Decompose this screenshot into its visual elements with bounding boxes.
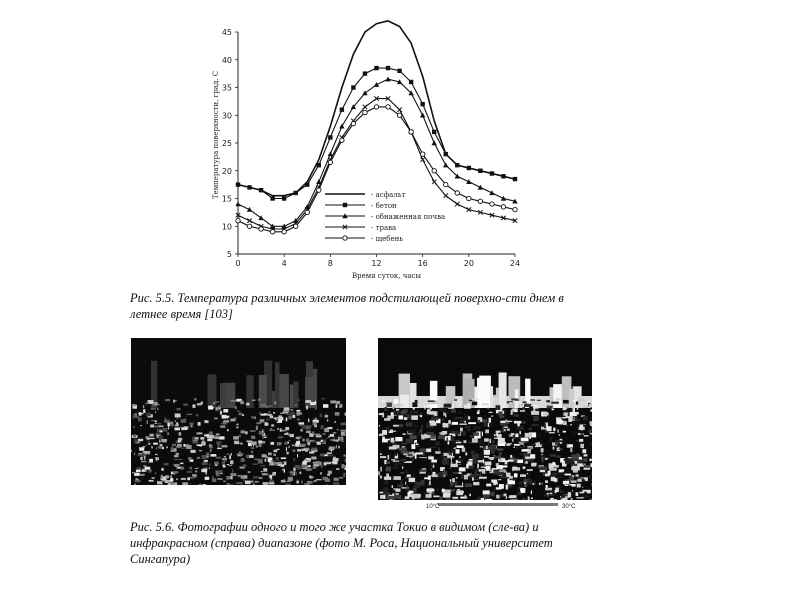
series-5-point [294,224,298,228]
series-2-point [340,108,344,112]
series-3-point [466,179,471,184]
series-5-point [455,191,459,195]
temperature-line-chart [190,18,530,288]
series-2-point [351,85,355,89]
tokyo-infrared-photo [378,338,592,513]
x-axis-title: Время суток, часы [351,272,422,280]
series-4-point [432,180,436,184]
series-5-point [247,224,251,228]
series-2-point [363,71,367,75]
series-2-point [374,66,378,70]
x-tick-label: 4 [281,259,287,268]
series-5-point [236,219,240,223]
series-5-point [432,169,436,173]
series-3-point [501,196,506,201]
series-5-point [420,152,424,156]
y-axis-title: Температура поверхности, град. С [212,70,220,200]
series-2-point [236,182,240,186]
legend-label-2: - бетон [371,202,397,210]
series-5-point [397,113,401,117]
series-3-point [432,140,437,145]
series-3-point [443,163,448,168]
ir-scale-high-label: 30°C [562,504,576,510]
series-5-point [409,130,413,134]
series-2-point [270,196,274,200]
series-4-point [455,202,459,206]
tokyo-visible-photo [131,338,346,485]
series-4-point [247,219,251,223]
y-tick-label: 10 [221,222,232,232]
series-5-point [513,207,517,211]
series-5-point [328,160,332,164]
series-4-point [363,105,367,109]
series-5-point [351,121,355,125]
x-tick-label: 12 [371,259,382,268]
legend-label-1: - асфальт [371,191,406,199]
series-2-point [328,135,332,139]
series-2-point [259,188,263,192]
figure-5-5-caption: Рис. 5.5. Температура различных элементов подстилающей поверхно-сти днем в летнее время [103] [130,291,564,321]
series-2-point [455,163,459,167]
legend-marker-5 [343,236,347,240]
series-5-point [490,202,494,206]
x-tick-label: 24 [509,259,521,268]
series-2-point [501,174,505,178]
series-2-point [386,66,390,70]
figure-5-6-caption: Рис. 5.6. Фотографии одного и того же участка Токио в видимом (сле-ва) и инфракрасном (справа) диапазоне (фото М. Роса, Национальный университет Сингапура) [130,520,553,566]
series-2-point [467,166,471,170]
series-3-point [489,190,494,195]
series-3-point [374,82,379,87]
series-2-point [513,177,517,181]
x-tick-label: 20 [463,259,474,268]
series-2-point [397,69,401,73]
y-tick-label: 20 [221,166,232,176]
x-tick-label: 16 [417,259,428,268]
series-5-point [363,110,367,114]
series-3-point [247,207,252,212]
y-tick-label: 5 [226,250,232,259]
y-tick-label: 45 [221,28,232,37]
y-tick-label: 15 [221,194,232,204]
series-2-point [305,182,309,186]
series-5-point [259,227,263,231]
series-line-2 [238,68,515,198]
series-2-point [409,80,413,84]
series-5-point [317,188,321,192]
series-5-point [282,230,286,234]
series-4-point [420,157,424,161]
series-2-point [247,185,251,189]
series-2-point [490,171,494,175]
legend-label-5: - щебень [371,235,404,243]
series-5-point [478,199,482,203]
series-3-point [478,185,483,190]
series-2-point [294,191,298,195]
series-5-point [444,182,448,186]
ir-scale-low-label: 10°C [426,504,440,510]
series-5-point [340,138,344,142]
series-2-point [420,102,424,106]
series-4-point [444,194,448,198]
series-2-point [444,152,448,156]
x-tick-label: 0 [235,259,241,268]
legend-label-4: - трава [371,224,397,232]
series-5-point [501,205,505,209]
y-tick-label: 25 [221,139,232,148]
y-tick-label: 30 [221,111,232,121]
series-5-point [386,105,390,109]
series-4-point [397,108,401,112]
series-2-point [317,163,321,167]
x-tick-label: 8 [327,259,333,268]
legend-marker-2 [343,203,347,207]
series-3-point [235,201,240,206]
series-2-point [432,130,436,134]
series-3-point [339,124,344,129]
series-5-point [270,230,274,234]
series-5-point [374,105,378,109]
series-2-point [478,169,482,173]
series-2-point [282,196,286,200]
legend-label-3: - обнаженная почва [371,213,446,221]
series-5-point [305,210,309,214]
series-3-point [420,113,425,118]
y-tick-label: 35 [221,83,232,93]
y-tick-label: 40 [221,55,232,65]
series-5-point [467,196,471,200]
series-3-point [385,76,390,81]
